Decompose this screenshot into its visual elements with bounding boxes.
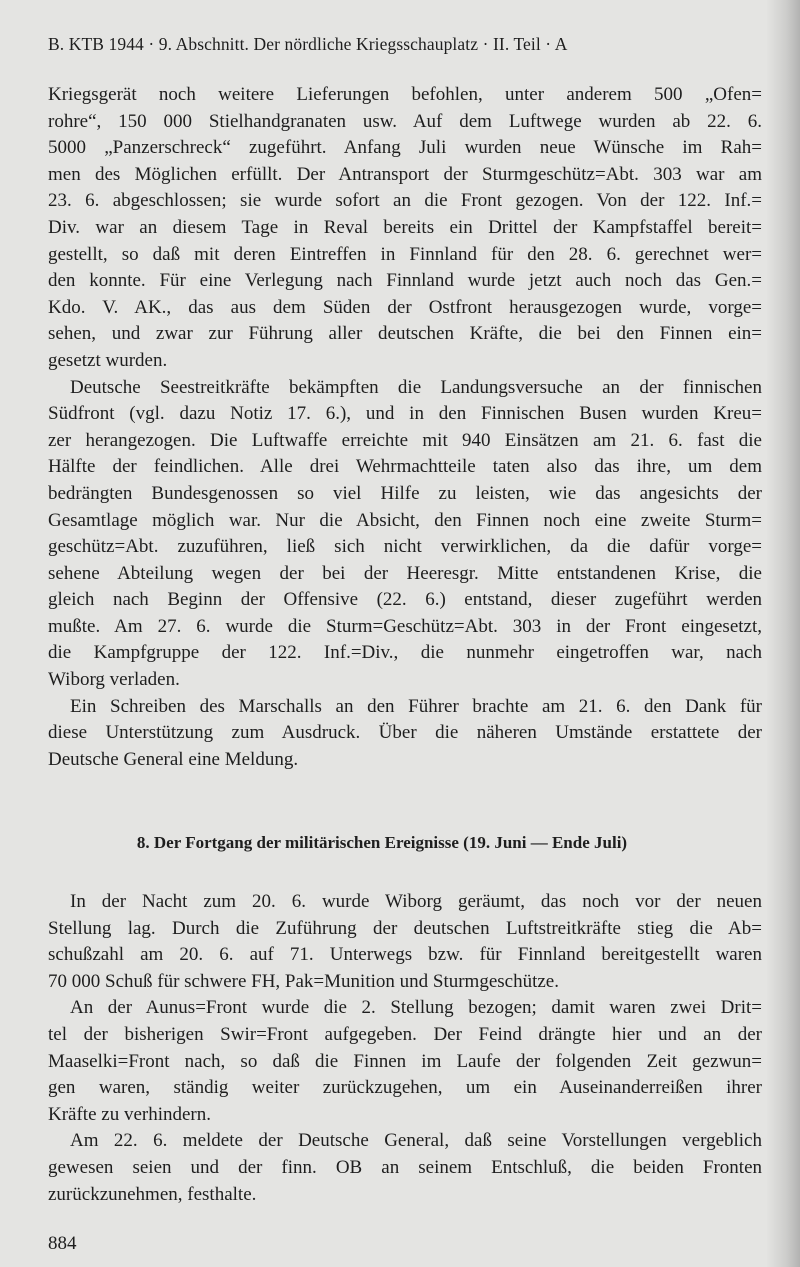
text-line: bedrängten Bundesgenossen so viel Hilfe zu leisten, wie das angesichts der (48, 482, 762, 504)
text-line: tel der bisherigen Swir=Front aufgegeben. Der Feind drängte hier und an der (48, 1023, 762, 1045)
text-block-before-heading (48, 82, 762, 773)
text-line: Kräfte zu verhindern. (48, 1103, 212, 1125)
text-line: sehen, und zwar zur Führung aller deutschen Kräfte, die bei den Finnen ein= (48, 323, 762, 345)
text-line: gleich nach Beginn der Offensive (22. 6.) entstand, dieser zugeführt werden (48, 589, 762, 611)
text-line: Kdo. V. AK., das aus dem Süden der Ostfront herausgezogen wurde, vorge= (48, 296, 762, 318)
text-line: rohre“, 150 000 Stielhandgranaten usw. Auf dem Luftwege wurden ab 22. 6. (48, 110, 762, 132)
text-line: Deutsche Seestreitkräfte bekämpften die Landungsversuche an der finnischen (70, 376, 762, 398)
text-line: zurückzunehmen, festhalte. (48, 1183, 257, 1205)
text-line: schußzahl am 20. 6. auf 71. Unterwegs bzw. für Finnland bereitgestellt waren (48, 944, 762, 966)
text-line: geschütz=Abt. zuzuführen, ließ sich nicht verwirklichen, da die dafür vorge= (48, 536, 762, 558)
text-line: Maaselki=Front nach, so daß die Finnen im Laufe der folgenden Zeit gezwun= (48, 1050, 762, 1072)
page-number: 884 (48, 1233, 77, 1254)
page-edge-shadow (766, 0, 800, 1267)
text-line: gestellt, so daß mit deren Eintreffen in Finnland für den 28. 6. gerechnet wer= (48, 243, 762, 265)
text-line: gewesen seien und der finn. OB an seinem Entschluß, die beiden Fronten (48, 1156, 762, 1178)
section-heading-text: 8. Der Fortgang der militärischen Ereignisse (19. Juni — Ende Juli) (136, 833, 628, 852)
text-line: sehene Abteilung wegen der bei der Heeresgr. Mitte entstandenen Krise, die (48, 562, 762, 584)
text-line: Am 22. 6. meldete der Deutsche General, daß seine Vorstellungen vergeblich (70, 1130, 762, 1152)
text-line: Hälfte der feindlichen. Alle drei Wehrmachtteile taten also das ihre, um dem (48, 456, 762, 478)
paragraph (48, 82, 762, 375)
text-line: Deutsche General eine Meldung. (48, 748, 299, 770)
text-line: Wiborg verladen. (48, 669, 180, 691)
paragraph (48, 694, 762, 774)
text-line: 70 000 Schuß für schwere FH, Pak=Munition und Sturmgeschütze. (48, 970, 559, 992)
paragraph (48, 995, 762, 1128)
text-line: In der Nacht zum 20. 6. wurde Wiborg geräumt, das noch vor der neuen (70, 891, 762, 912)
text-line: zer herangezogen. Die Luftwaffe erreichte mit 940 Einsätzen am 21. 6. fast die (48, 429, 762, 451)
running-head: B. KTB 1944 · 9. Abschnitt. Der nördliche Kriegsschauplatz · II. Teil · A (48, 34, 568, 54)
text-line: Kriegsgerät noch weitere Lieferungen befohlen, unter anderem 500 „Ofen= (48, 84, 762, 105)
text-line: Stellung lag. Durch die Zuführung der deutschen Luftstreitkräfte stieg die Ab= (48, 917, 762, 939)
text-line: 5000 „Panzerschreck“ zugeführt. Anfang Juli wurden neue Wünsche im Rah= (48, 137, 762, 159)
text-line: 23. 6. abgeschlossen; sie wurde sofort an die Front gezogen. Von der 122. Inf.= (48, 190, 762, 212)
text-line: den konnte. Für eine Verlegung nach Finnland wurde jetzt auch noch das Gen.= (48, 270, 762, 292)
section-heading (0, 833, 800, 853)
text-line: men des Möglichen erfüllt. Der Antransport der Sturmgeschütz=Abt. 303 war am (48, 163, 762, 185)
text-block-after-heading (48, 889, 762, 1208)
paragraph (48, 889, 762, 995)
text-line: Ein Schreiben des Marschalls an den Führer brachte am 21. 6. den Dank für (70, 695, 762, 717)
text-line: mußte. Am 27. 6. wurde die Sturm=Geschütz=Abt. 303 in der Front eingesetzt, (48, 615, 762, 637)
paragraph (48, 375, 762, 694)
text-line: gen waren, ständig weiter zurückzugehen, um ein Auseinanderreißen ihrer (48, 1077, 762, 1099)
text-line: diese Unterstützung zum Ausdruck. Über die näheren Umstände erstattete der (48, 722, 762, 744)
text-line: Südfront (vgl. dazu Notiz 17. 6.), und in den Finnischen Busen wurden Kreu= (48, 403, 762, 425)
text-line: An der Aunus=Front wurde die 2. Stellung bezogen; damit waren zwei Drit= (70, 997, 762, 1019)
paragraph (48, 1128, 762, 1208)
text-line: Div. war an diesem Tage in Reval bereits ein Drittel der Kampfstaffel bereit= (48, 216, 762, 238)
text-line: die Kampfgruppe der 122. Inf.=Div., die nunmehr eingetroffen war, nach (48, 642, 762, 664)
text-line: gesetzt wurden. (48, 349, 168, 371)
text-line: Gesamtlage möglich war. Nur die Absicht, den Finnen noch eine zweite Sturm= (48, 509, 762, 531)
